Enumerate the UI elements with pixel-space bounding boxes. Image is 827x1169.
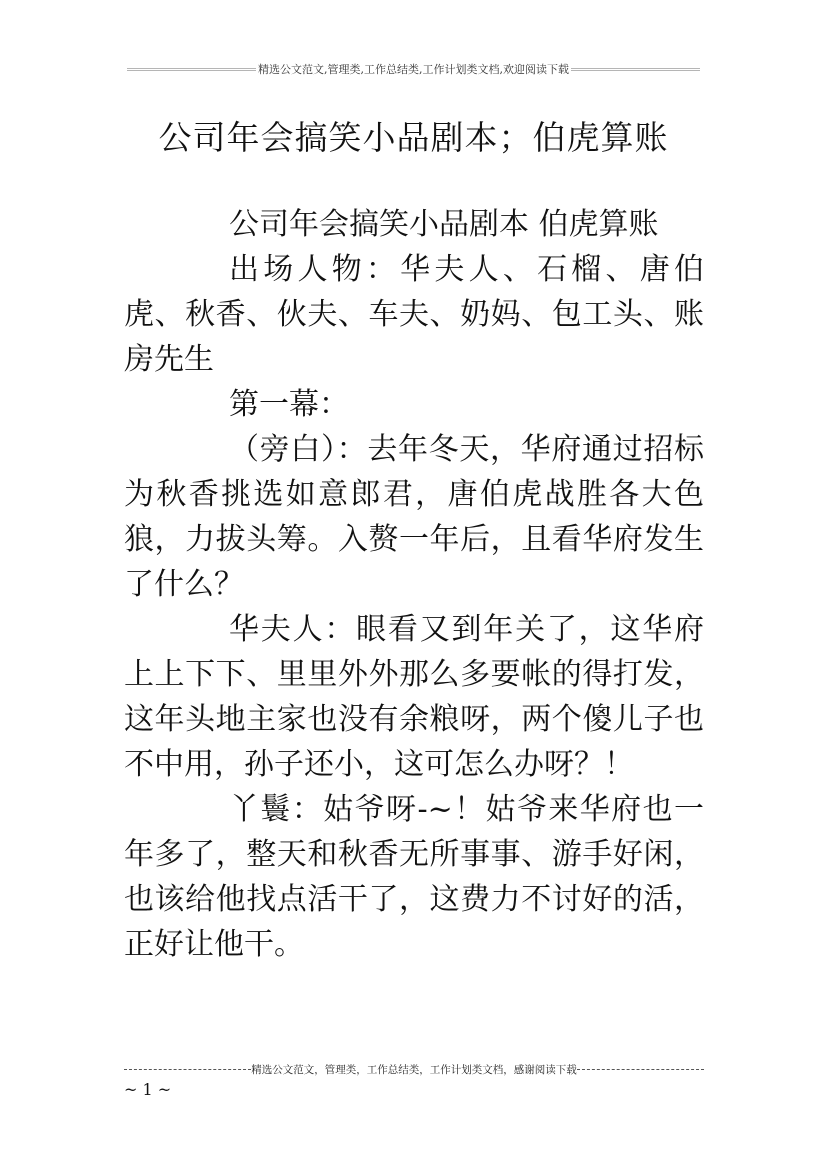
paragraph-dialogue-maid: 丫鬟：姑爷呀-~！姑爷来华府也一年多了，整天和秋香无所事事、游手好闲，也该给他找点活干了，这费力不讨好的活，正好让他干。 xyxy=(124,792,704,962)
footer-left-rule xyxy=(124,1069,251,1070)
page-number: ~ 1 ~ xyxy=(124,1080,172,1099)
document-body xyxy=(124,202,704,967)
document-title: 公司年会搞笑小品剧本；伯虎算账 xyxy=(158,118,669,157)
paragraph-subtitle: 公司年会搞笑小品剧本 伯虎算账 xyxy=(229,207,659,242)
header-left-rule xyxy=(127,68,256,71)
footer-right-rule xyxy=(577,1069,704,1070)
header-right-rule xyxy=(571,68,700,71)
paragraph-dialogue-madam-hua: 华夫人：眼看又到年关了，这华府上上下下、里里外外那么多要帐的得打发，这年头地主家也没有余粮呀，两个傻儿子也不中用，孙子还小，这可怎么办呀？！ xyxy=(124,612,704,782)
paragraph-characters: 出场人物：华夫人、石榴、唐伯虎、秋香、伙夫、车夫、奶妈、包工头、账房先生 xyxy=(124,252,704,377)
footer-banner xyxy=(124,1062,704,1077)
footer-banner-text: 精选公文范文，管理类，工作总结类，工作计划类文档，感谢阅读下载 xyxy=(251,1064,577,1076)
header-banner-text: 精选公文范文,管理类,工作总结类,工作计划类文档,欢迎阅读下载 xyxy=(258,63,569,76)
paragraph-act-heading: 第一幕： xyxy=(229,387,349,422)
paragraph-narration: （旁白）：去年冬天，华府通过招标为秋香挑选如意郎君，唐伯虎战胜各大色狼，力拔头筹。入赘一年后，且看华府发生了什么？ xyxy=(124,432,704,602)
header-banner xyxy=(125,60,702,78)
